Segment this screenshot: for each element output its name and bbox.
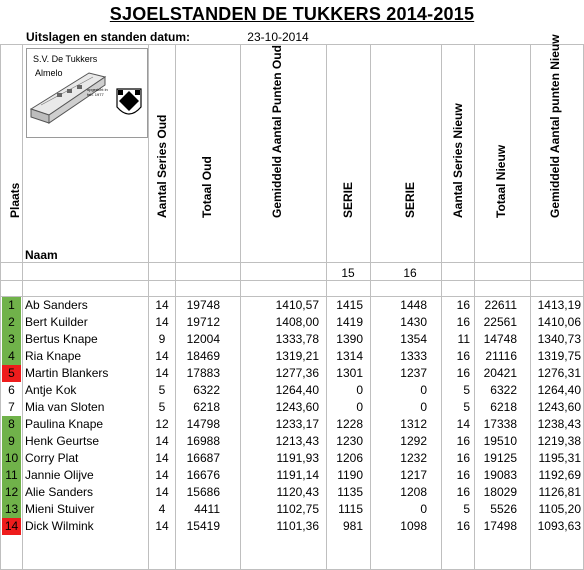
cell-gem-oud: 1213,43 xyxy=(275,434,319,448)
table-row xyxy=(0,297,584,314)
cell-gem-nieuw: 1192,69 xyxy=(538,468,581,482)
header-serie-15: SERIE xyxy=(341,181,355,218)
cell-series-nieuw: 11 xyxy=(457,332,470,346)
rank-cell: 7 xyxy=(8,400,15,414)
cell-s16: 1237 xyxy=(400,366,427,380)
cell-gem-nieuw: 1276,31 xyxy=(537,366,581,380)
club-logo-image xyxy=(27,49,147,137)
table-row xyxy=(0,501,584,518)
cell-series-oud: 5 xyxy=(158,383,166,397)
table-row xyxy=(0,467,584,484)
cell-series-nieuw: 16 xyxy=(456,298,470,312)
cell-series-nieuw: 16 xyxy=(456,434,470,448)
cell-s16: 1098 xyxy=(400,519,427,533)
cell-s15: 1190 xyxy=(337,468,363,482)
cell-gem-nieuw: 1264,40 xyxy=(537,383,581,397)
cell-totaal-oud: 6322 xyxy=(193,383,220,397)
rank-cell: 14 xyxy=(2,518,21,535)
cell-totaal-oud: 18469 xyxy=(186,349,220,363)
cell-gem-nieuw: 1195,31 xyxy=(538,451,581,465)
cell-gem-oud: 1408,00 xyxy=(275,315,319,329)
cell-naam: Corry Plat xyxy=(25,451,79,465)
club-logo xyxy=(26,48,148,138)
cell-s16: 1292 xyxy=(400,434,427,448)
cell-gem-oud: 1191,93 xyxy=(276,451,319,465)
cell-s15: 1230 xyxy=(336,434,363,448)
table-row xyxy=(0,484,584,501)
cell-gem-nieuw: 1319,75 xyxy=(537,349,581,363)
cell-gem-nieuw: 1238,43 xyxy=(537,417,581,431)
cell-naam: Dick Wilmink xyxy=(25,519,94,533)
cell-totaal-oud: 15686 xyxy=(186,485,220,499)
cell-series-nieuw: 14 xyxy=(456,417,470,431)
cell-series-oud: 14 xyxy=(155,485,169,499)
table-row xyxy=(0,314,584,331)
cell-naam: Paulina Knape xyxy=(25,417,104,431)
cell-s15: 1419 xyxy=(336,315,363,329)
cell-naam: Antje Kok xyxy=(25,383,77,397)
cell-s16: 0 xyxy=(420,502,427,516)
cell-totaal-oud: 15419 xyxy=(186,519,220,533)
cell-series-oud: 14 xyxy=(155,315,169,329)
cell-naam: Bertus Knape xyxy=(25,332,98,346)
cell-series-nieuw: 16 xyxy=(456,468,470,482)
cell-gem-nieuw: 1126,81 xyxy=(538,485,581,499)
rank-cell: 5 xyxy=(2,365,21,382)
cell-s15: 1301 xyxy=(336,366,363,380)
table-row xyxy=(0,348,584,365)
cell-gem-oud: 1102,75 xyxy=(276,502,319,516)
cell-series-nieuw: 5 xyxy=(463,383,470,397)
table-row xyxy=(0,365,584,382)
cell-series-oud: 14 xyxy=(155,468,169,482)
header-gemiddeld-oud: Gemiddeld Aantal Punten Oud xyxy=(270,45,284,218)
cell-series-oud: 5 xyxy=(158,400,166,414)
cell-totaal-oud: 12004 xyxy=(186,332,220,346)
date-value: 23-10-2014 xyxy=(247,30,309,44)
cell-series-oud: 12 xyxy=(155,417,169,431)
header-naam: Naam xyxy=(25,248,58,262)
cell-series-oud: 14 xyxy=(155,298,169,312)
rank-cell: 12 xyxy=(2,484,21,501)
cell-totaal-nieuw: 21116 xyxy=(485,349,517,363)
table-row xyxy=(0,399,584,416)
cell-naam: Bert Kuilder xyxy=(25,315,88,329)
cell-totaal-nieuw: 19510 xyxy=(483,434,517,448)
cell-series-oud: 4 xyxy=(158,502,166,516)
cell-series-nieuw: 16 xyxy=(456,315,470,329)
cell-totaal-oud: 6218 xyxy=(193,400,220,414)
cell-totaal-oud: 19712 xyxy=(186,315,220,329)
cell-gem-oud: 1333,78 xyxy=(275,332,319,346)
cell-s15: 1314 xyxy=(336,349,363,363)
rank-cell: 13 xyxy=(2,501,21,518)
cell-totaal-oud: 14798 xyxy=(186,417,220,431)
cell-totaal-nieuw: 17498 xyxy=(483,519,517,533)
cell-gem-oud: 1243,60 xyxy=(275,400,319,414)
cell-series-oud: 14 xyxy=(155,451,169,465)
cell-totaal-nieuw: 18029 xyxy=(483,485,517,499)
header-aantal-series-nieuw: Aantal Series Nieuw xyxy=(451,103,465,218)
header-gemiddeld-nieuw: Gemiddeld Aantal punten Nieuw xyxy=(548,34,562,218)
table-row xyxy=(0,416,584,433)
cell-series-nieuw: 16 xyxy=(456,366,470,380)
cell-naam: Martin Blankers xyxy=(25,366,109,380)
rank-cell: 8 xyxy=(2,416,21,433)
cell-series-oud: 14 xyxy=(155,349,169,363)
rank-cell: 9 xyxy=(2,433,21,450)
rank-cell: 11 xyxy=(2,467,21,484)
cell-series-nieuw: 5 xyxy=(463,502,470,516)
cell-totaal-nieuw: 22611 xyxy=(484,298,517,312)
rank-cell: 2 xyxy=(2,314,21,331)
cell-gem-nieuw: 1410,06 xyxy=(537,315,581,329)
cell-s15: 1415 xyxy=(336,298,363,312)
table-row xyxy=(0,450,584,467)
cell-s16: 1354 xyxy=(400,332,427,346)
cell-series-nieuw: 16 xyxy=(456,451,470,465)
cell-totaal-nieuw: 5526 xyxy=(490,502,517,516)
page-title: SJOELSTANDEN DE TUKKERS 2014-2015 xyxy=(109,4,475,24)
cell-naam: Mieni Stuiver xyxy=(25,502,95,516)
header-totaal-oud: Totaal Oud xyxy=(200,156,214,218)
serie-number-15: 15 xyxy=(341,266,355,280)
cell-s15: 1390 xyxy=(336,332,363,346)
cell-totaal-nieuw: 17338 xyxy=(483,417,517,431)
cell-naam: Ab Sanders xyxy=(25,298,88,312)
cell-s15: 1206 xyxy=(336,451,363,465)
header-serie-16: SERIE xyxy=(403,181,417,218)
cell-gem-nieuw: 1340,73 xyxy=(537,332,581,346)
table-row xyxy=(0,433,584,450)
cell-totaal-oud: 4411 xyxy=(194,502,220,516)
cell-gem-oud: 1410,57 xyxy=(275,298,319,312)
cell-totaal-nieuw: 6322 xyxy=(490,383,517,397)
cell-totaal-oud: 19748 xyxy=(186,298,220,312)
cell-naam: Jannie Olijve xyxy=(25,468,94,482)
cell-s16: 1448 xyxy=(400,298,427,312)
rank-cell: 10 xyxy=(2,450,21,467)
cell-gem-oud: 1233,17 xyxy=(275,417,319,431)
cell-gem-oud: 1191,14 xyxy=(276,468,319,482)
cell-naam: Mia van Sloten xyxy=(25,400,105,414)
table-row xyxy=(0,518,584,535)
cell-series-oud: 14 xyxy=(155,366,169,380)
cell-totaal-nieuw: 6218 xyxy=(490,400,517,414)
table-row xyxy=(0,331,584,348)
svg-text:S.V. De Tukkers: S.V. De Tukkers xyxy=(33,54,98,64)
rank-cell: 3 xyxy=(2,331,21,348)
cell-gem-nieuw: 1219,38 xyxy=(537,434,581,448)
cell-s16: 1333 xyxy=(400,349,427,363)
cell-totaal-nieuw: 20421 xyxy=(483,366,517,380)
cell-s16: 1217 xyxy=(400,468,427,482)
cell-s15: 0 xyxy=(356,400,363,414)
cell-totaal-nieuw: 22561 xyxy=(483,315,517,329)
cell-totaal-oud: 16988 xyxy=(186,434,220,448)
rank-cell: 6 xyxy=(8,383,15,397)
cell-totaal-nieuw: 19083 xyxy=(483,468,517,482)
cell-series-nieuw: 16 xyxy=(456,519,470,533)
cell-s16: 1312 xyxy=(400,417,427,431)
cell-totaal-oud: 16687 xyxy=(186,451,220,465)
rank-cell: 1 xyxy=(2,297,21,314)
header-plaats: Plaats xyxy=(8,182,22,218)
cell-gem-oud: 1319,21 xyxy=(275,349,319,363)
cell-s16: 1232 xyxy=(400,451,427,465)
cell-gem-nieuw: 1413,19 xyxy=(537,298,581,312)
cell-series-nieuw: 5 xyxy=(463,400,470,414)
cell-gem-nieuw: 1093,63 xyxy=(537,519,581,533)
cell-naam: Ria Knape xyxy=(25,349,82,363)
cell-series-oud: 14 xyxy=(155,519,169,533)
cell-s15: 1115 xyxy=(338,502,363,516)
cell-s15: 1135 xyxy=(337,485,363,499)
serie-number-16: 16 xyxy=(403,266,417,280)
svg-text:feb. 1977: feb. 1977 xyxy=(87,92,104,97)
cell-s15: 981 xyxy=(342,519,363,533)
cell-series-oud: 14 xyxy=(155,434,169,448)
rank-cell: 4 xyxy=(2,348,21,365)
cell-totaal-oud: 17883 xyxy=(186,366,220,380)
cell-naam: Henk Geurtse xyxy=(25,434,100,448)
cell-s15: 0 xyxy=(356,383,363,397)
cell-gem-oud: 1277,36 xyxy=(275,366,319,380)
cell-naam: Alie Sanders xyxy=(25,485,94,499)
date-label: Uitslagen en standen datum: xyxy=(26,30,191,44)
cell-gem-oud: 1264,40 xyxy=(275,383,319,397)
cell-series-nieuw: 16 xyxy=(456,485,470,499)
cell-s16: 0 xyxy=(420,400,427,414)
cell-series-nieuw: 16 xyxy=(456,349,470,363)
cell-gem-nieuw: 1105,20 xyxy=(538,502,581,516)
cell-s16: 1208 xyxy=(400,485,427,499)
cell-totaal-nieuw: 19125 xyxy=(483,451,517,465)
cell-totaal-nieuw: 14748 xyxy=(483,332,517,346)
header-totaal-nieuw: Totaal Nieuw xyxy=(494,144,508,218)
cell-totaal-oud: 16676 xyxy=(186,468,220,482)
cell-series-oud: 9 xyxy=(158,332,166,346)
cell-s16: 1430 xyxy=(400,315,427,329)
svg-text:opgericht in: opgericht in xyxy=(87,87,108,92)
cell-gem-oud: 1120,43 xyxy=(276,485,319,499)
svg-text:Almelo: Almelo xyxy=(35,68,63,78)
cell-s15: 1228 xyxy=(336,417,363,431)
cell-gem-oud: 1101,36 xyxy=(276,519,319,533)
header-aantal-series-oud: Aantal Series Oud xyxy=(155,114,169,218)
table-row xyxy=(0,382,584,399)
cell-s16: 0 xyxy=(420,383,427,397)
cell-gem-nieuw: 1243,60 xyxy=(537,400,581,414)
